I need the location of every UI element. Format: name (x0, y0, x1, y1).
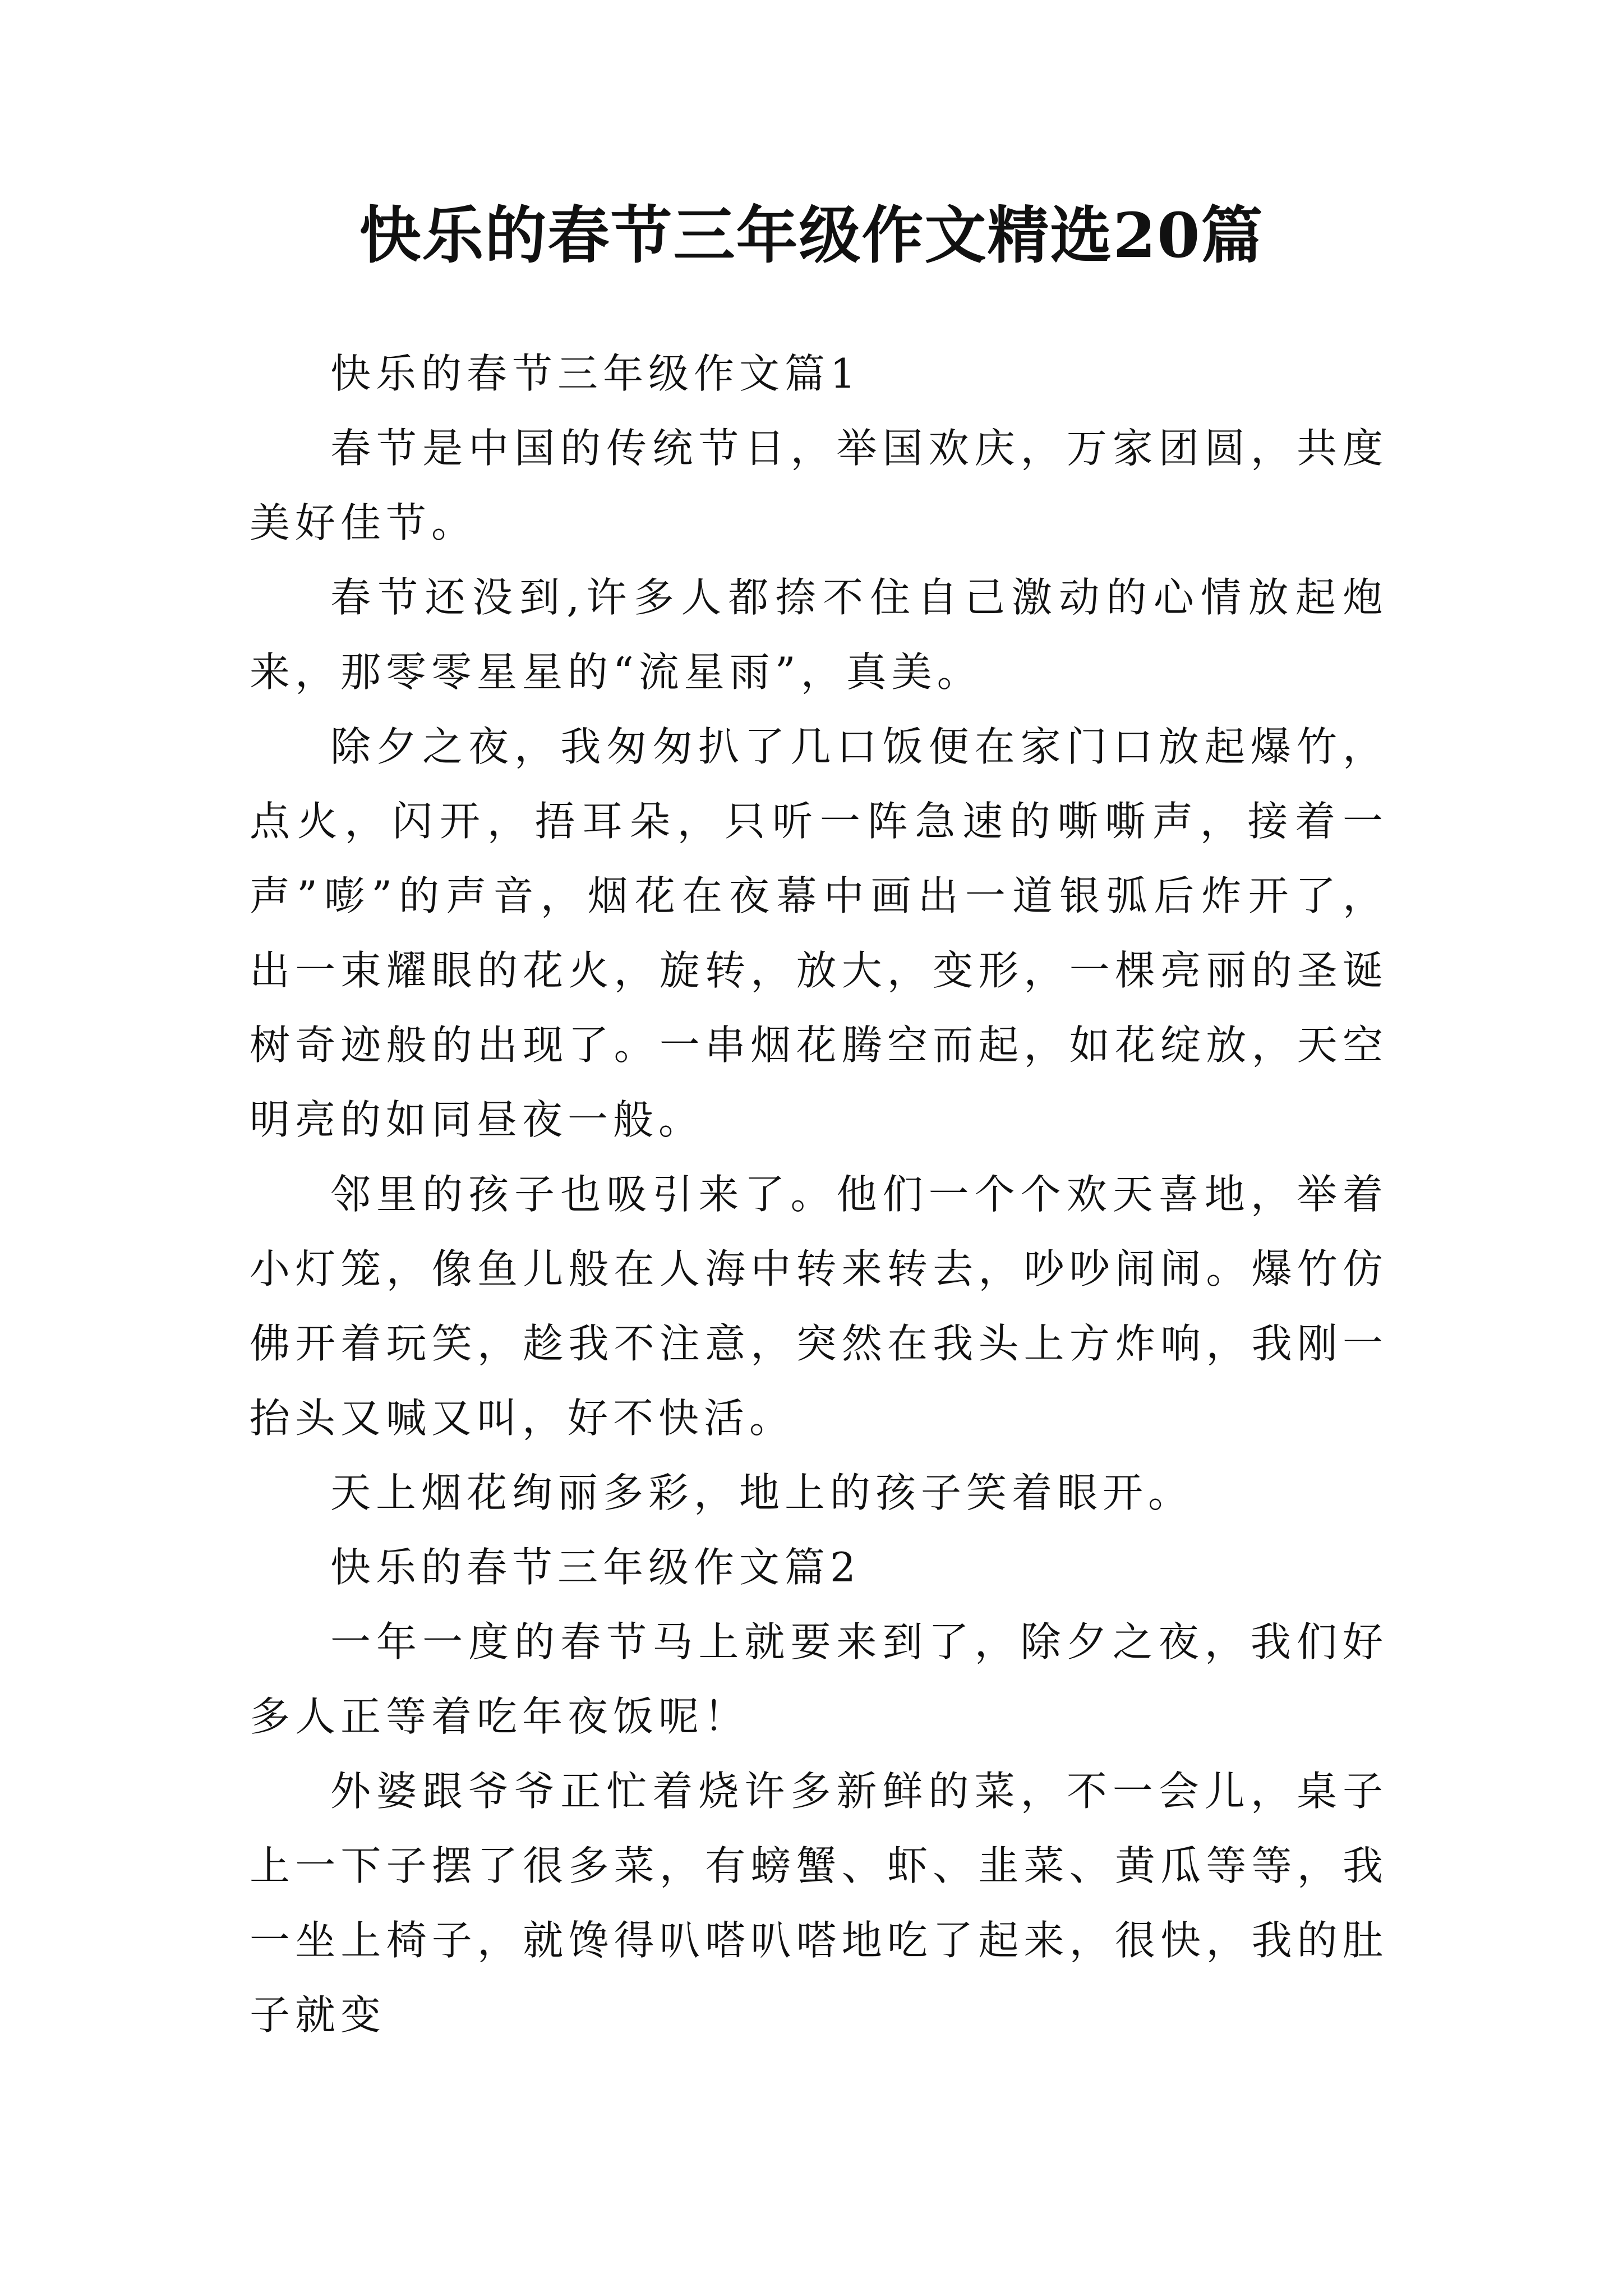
paragraph: 春节还没到,许多人都捺不住自己激动的心情放起炮来，那零零星星的“流星雨”，真美。 (250, 574, 1388, 696)
section-heading: 快乐的春节三年级作文篇2 (330, 1544, 861, 1591)
paragraph: 天上烟花绚丽多彩，地上的孩子笑着眼开。 (330, 1469, 1194, 1516)
paragraph: 春节是中国的传统节日，举国欢庆，万家团圆，共度美好佳节。 (250, 425, 1388, 546)
document-title: 快乐的春节三年级作文精选20篇 (359, 199, 1264, 272)
document-body (250, 337, 1388, 2053)
paragraph: 除夕之夜，我匆匆扒了几口饭便在家门口放起爆竹，点火，闪开，捂耳朵，只听一阵急速的嘶嘶声，接着一声”嘭”的声音，烟花在夜幕中画出一道银弧后炸开了，出一束耀眼的花火，旋转，放大，变形，一棵亮丽的圣诞树奇迹般的出现了。一串烟花腾空而起，如花绽放，天空明亮的如同昼夜一般。 (250, 723, 1388, 1143)
section-heading: 快乐的春节三年级作文篇1 (330, 350, 861, 397)
paragraph: 外婆跟爷爷正忙着烧许多新鲜的菜，不一会儿，桌子上一下子摆了很多菜，有螃蟹、虾、韭菜、黄瓜等等，我一坐上椅子，就馋得叭嗒叭嗒地吃了起来，很快，我的肚子就变 (250, 1768, 1388, 2039)
paragraph: 一年一度的春节马上就要来到了，除夕之夜，我们好多人正等着吃年夜饭呢！ (250, 1618, 1388, 1740)
paragraph: 邻里的孩子也吸引来了。他们一个个欢天喜地，举着小灯笼，像鱼儿般在人海中转来转去，吵吵闹闹。爆竹仿佛开着玩笑，趁我不注意，突然在我头上方炸响，我刚一抬头又喊又叫，好不快活。 (250, 1171, 1388, 1442)
